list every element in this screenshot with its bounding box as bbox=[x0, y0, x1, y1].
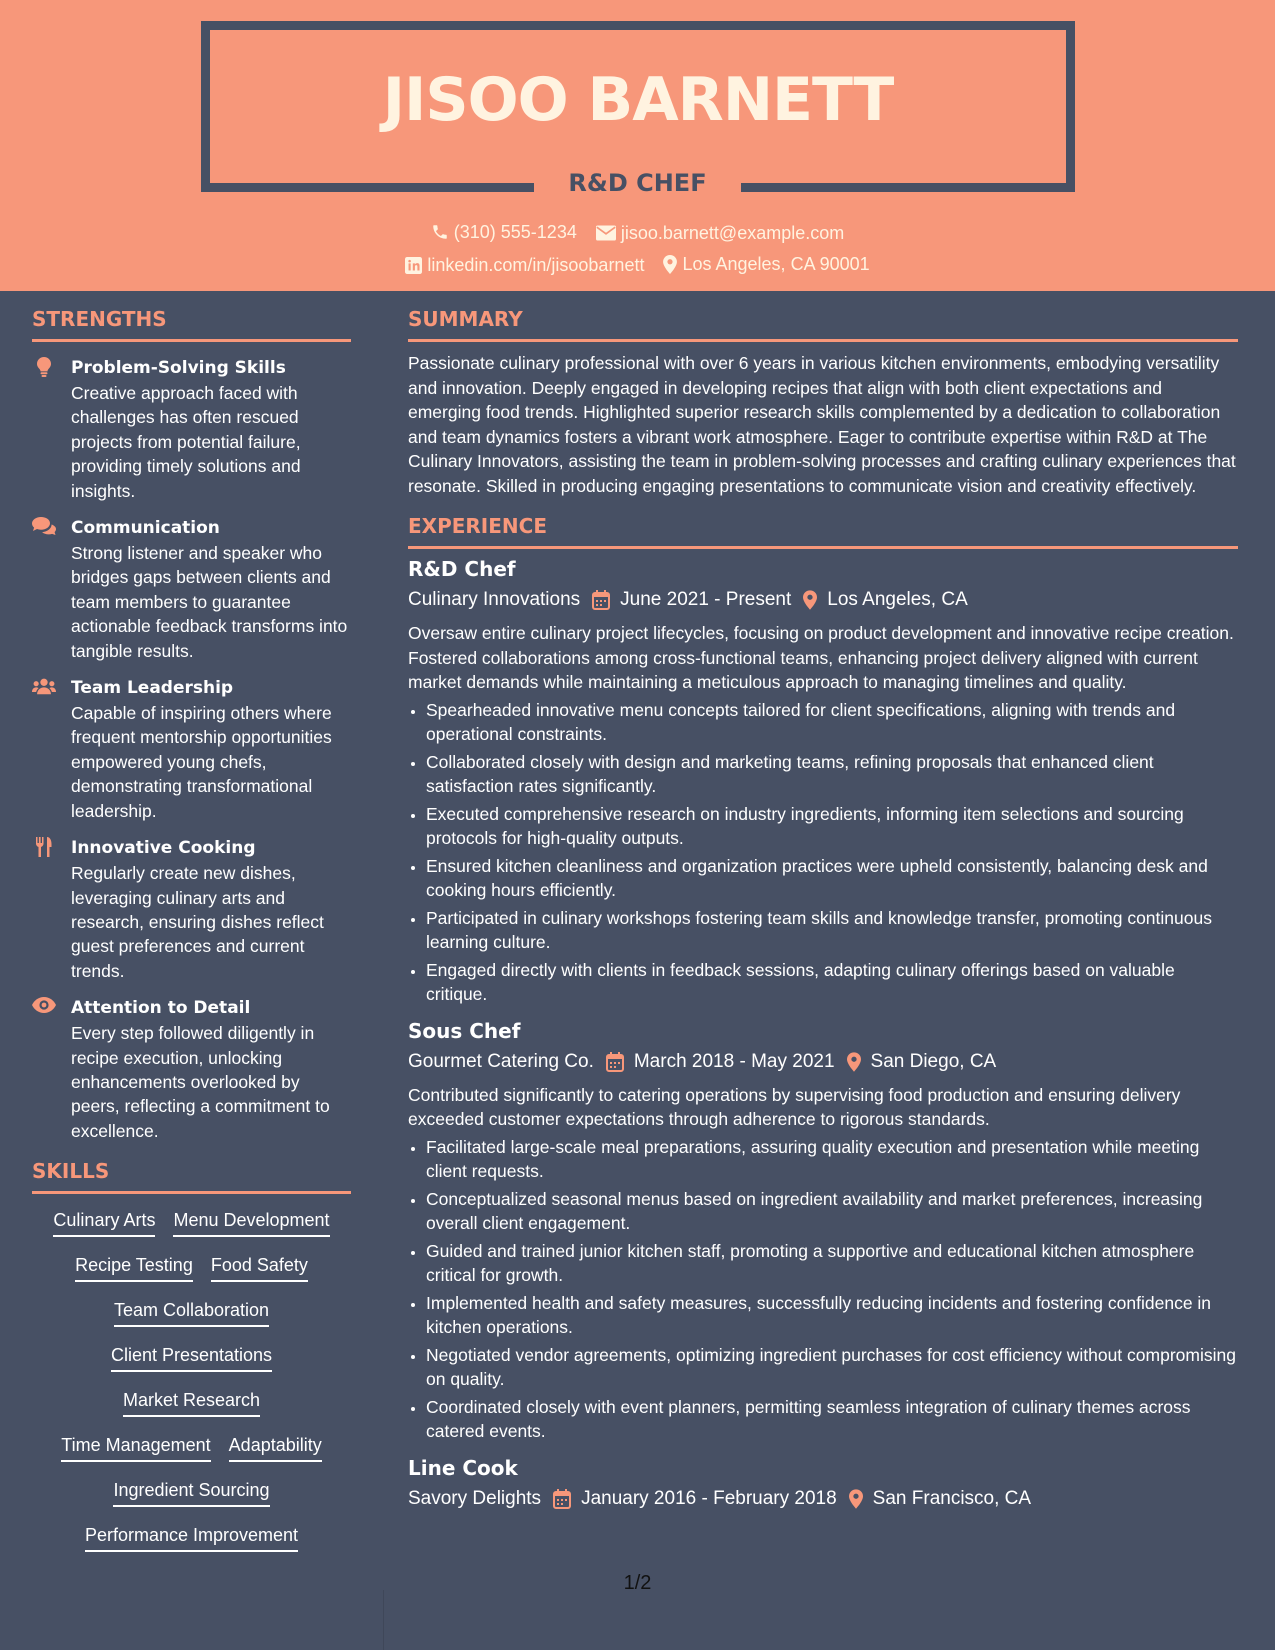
users-icon bbox=[32, 677, 56, 699]
calendar-icon bbox=[592, 590, 610, 610]
skills-row bbox=[36, 1478, 347, 1523]
strengths-rule bbox=[32, 339, 351, 342]
job-meta bbox=[408, 1485, 1238, 1513]
chat-bubbles-icon bbox=[32, 517, 56, 539]
utensils-icon bbox=[32, 837, 56, 859]
map-pin-icon bbox=[663, 255, 677, 274]
job-meta bbox=[408, 586, 1238, 614]
header-frame-bottom-left bbox=[201, 183, 534, 192]
map-pin-icon bbox=[847, 1052, 861, 1072]
skills-row bbox=[36, 1298, 347, 1343]
skill-tag: Client Presentations bbox=[111, 1343, 272, 1372]
phone-icon bbox=[431, 223, 449, 241]
job-title: Line Cook bbox=[408, 1455, 518, 1480]
candidate-name: JISOO BARNETT bbox=[382, 65, 894, 135]
skill-tag: Ingredient Sourcing bbox=[113, 1478, 269, 1507]
job-description: Contributed significantly to catering operations by supervising food production and ensuring delivery exceeded customer expectations through adherence to rigorous standards. bbox=[408, 1084, 1181, 1129]
skill-tag: Performance Improvement bbox=[85, 1523, 298, 1552]
skill-tag: Culinary Arts bbox=[53, 1208, 155, 1237]
skills-row bbox=[36, 1388, 347, 1433]
job-bullets bbox=[408, 1135, 1238, 1444]
skill-tag: Time Management bbox=[61, 1433, 210, 1462]
skill-tag: Recipe Testing bbox=[75, 1253, 193, 1282]
job-bullet: • Facilitated large-scale meal preparations, assuring quality execution and presentation while meeting client requests. bbox=[426, 1135, 1238, 1184]
linkedin-text: linkedin.com/in/jisoobarnett bbox=[427, 255, 645, 275]
strengths-list bbox=[32, 355, 351, 1143]
skills-list bbox=[32, 1208, 351, 1568]
contact-phone[interactable] bbox=[431, 220, 577, 244]
strength-title: Problem-Solving Skills bbox=[71, 358, 286, 378]
summary-rule bbox=[408, 339, 1238, 342]
skills-row bbox=[36, 1433, 347, 1478]
skills-row bbox=[36, 1208, 347, 1253]
strength-title: Team Leadership bbox=[71, 678, 234, 699]
location-text: Los Angeles, CA 90001 bbox=[682, 254, 870, 274]
strength-description: Regularly create new dishes, leveraging culinary arts and research, ensuring dishes reflect guest preferences and current trends. bbox=[71, 863, 324, 981]
strength-item bbox=[32, 835, 351, 983]
strength-description: Creative approach faced with challenges has often rescued projects from potential failure, providing timely solutions and insights. bbox=[71, 383, 301, 501]
job-location-text: San Francisco, CA bbox=[872, 1487, 1032, 1509]
job-bullet: • Spearheaded innovative menu concepts tailored for client specifications, aligning with trends and operational constraints. bbox=[426, 698, 1238, 747]
strength-description: Strong listener and speaker who bridges gaps between clients and team members to guarantee actionable feedback transforms into tangible results. bbox=[71, 543, 348, 661]
job-title: Sous Chef bbox=[408, 1018, 521, 1043]
job-dates bbox=[592, 586, 791, 614]
calendar-icon bbox=[553, 1489, 571, 1509]
job-location-text: Los Angeles, CA bbox=[827, 589, 968, 610]
job-dates-text: January 2016 - February 2018 bbox=[581, 1487, 837, 1509]
job-entry bbox=[408, 1017, 1238, 1444]
map-pin-icon bbox=[849, 1489, 863, 1509]
envelope-icon bbox=[596, 225, 616, 241]
job-entry bbox=[408, 555, 1238, 1007]
job-bullets bbox=[408, 698, 1238, 1007]
column-divider bbox=[383, 1590, 384, 1650]
job-company: Culinary Innovations bbox=[408, 589, 581, 610]
job-bullet: • Ensured kitchen cleanliness and organization practices were upheld consistently, balancing desk and cooking hours efficiently. bbox=[426, 854, 1238, 903]
strengths-heading: STRENGTHS bbox=[32, 307, 167, 331]
skill-tag: Food Safety bbox=[211, 1253, 308, 1282]
job-dates bbox=[553, 1485, 837, 1513]
job-bullet: • Implemented health and safety measures, successfully reducing incidents and fostering confidence in kitchen operations. bbox=[426, 1291, 1238, 1340]
strength-item bbox=[32, 355, 351, 503]
experience-heading: EXPERIENCE bbox=[408, 514, 547, 538]
strength-title: Innovative Cooking bbox=[71, 838, 256, 859]
job-company: Gourmet Catering Co. bbox=[408, 1050, 594, 1072]
skills-row bbox=[36, 1523, 347, 1568]
job-bullet: • Conceptualized seasonal menus based on ingredient availability and market preferences, increasing overall client engagement. bbox=[426, 1187, 1238, 1236]
linkedin-icon bbox=[405, 257, 422, 274]
job-location-text: San Diego, CA bbox=[870, 1050, 997, 1072]
summary-text: Passionate culinary professional with over 6 years in various kitchen environments, embodying versatility and innovation. Deeply engaged in developing recipes that align with both client expectations and emerging food trends. Highlighted superior research skills complemented by a dedication to collaboration and team dynamics fosters a vibrant work atmosphere. Eager to contribute expertise within R&D at The Culinary Innovators, assisting the team in problem-solving processes and crafting culinary experiences that resonate. Skilled in producing engaging presentations to communicate vision and creativity effectively. bbox=[408, 353, 1236, 496]
experience-rule bbox=[408, 546, 1238, 549]
candidate-role: R&D CHEF bbox=[568, 169, 707, 197]
job-bullet: • Coordinated closely with event planners, permitting seamless integration of culinary themes across catered events. bbox=[426, 1395, 1238, 1444]
contact-email[interactable] bbox=[596, 221, 844, 245]
phone-text: (310) 555-1234 bbox=[453, 222, 577, 242]
contact-row-1 bbox=[0, 220, 1275, 247]
skill-tag: Market Research bbox=[123, 1388, 260, 1417]
strength-item bbox=[32, 995, 351, 1143]
skills-heading: SKILLS bbox=[32, 1159, 110, 1184]
job-bullet: • Guided and trained junior kitchen staff, promoting a supportive and educational kitchen atmosphere critical for growth. bbox=[426, 1239, 1238, 1288]
map-pin-icon bbox=[803, 590, 817, 610]
job-bullet: • Participated in culinary workshops fostering team skills and knowledge transfer, promoting continuous learning culture. bbox=[426, 906, 1238, 955]
job-dates-text: June 2021 - Present bbox=[620, 589, 792, 610]
resume-header bbox=[0, 0, 1275, 291]
header-frame-bottom-right bbox=[741, 183, 1075, 192]
strength-title: Attention to Detail bbox=[71, 998, 251, 1019]
job-bullet: • Executed comprehensive research on industry ingredients, informing item selections and sourcing protocols for high-quality outputs. bbox=[426, 802, 1238, 851]
contact-linkedin[interactable] bbox=[405, 253, 644, 277]
job-location bbox=[803, 586, 967, 614]
job-bullet: • Collaborated closely with design and marketing teams, refining proposals that enhanced client satisfaction rates significantly. bbox=[426, 750, 1238, 799]
job-bullet: • Engaged directly with clients in feedback sessions, adapting culinary offerings based on valuable critique. bbox=[426, 958, 1238, 1007]
skills-rule bbox=[32, 1191, 351, 1194]
job-company: Savory Delights bbox=[408, 1487, 542, 1509]
job-location bbox=[849, 1485, 1031, 1513]
job-title: R&D Chef bbox=[408, 557, 516, 581]
skill-tag: Menu Development bbox=[173, 1208, 329, 1237]
strength-title: Communication bbox=[71, 518, 220, 539]
strength-description: Capable of inspiring others where frequent mentorship opportunities empowered young chefs, demonstrating transformational leadership. bbox=[71, 703, 332, 821]
strength-description: Every step followed diligently in recipe execution, unlocking enhancements overlooked by peers, reflecting a commitment to excellence. bbox=[71, 1023, 330, 1141]
skill-tag: Adaptability bbox=[229, 1433, 322, 1462]
summary-heading: SUMMARY bbox=[408, 307, 523, 331]
calendar-icon bbox=[606, 1052, 624, 1072]
strength-item bbox=[32, 515, 351, 663]
job-bullet: • Negotiated vendor agreements, optimizing ingredient purchases for cost efficiency without compromising on quality. bbox=[426, 1343, 1238, 1392]
page-number: 1/2 bbox=[623, 1572, 652, 1594]
contact-location bbox=[663, 252, 869, 276]
eye-icon bbox=[32, 997, 56, 1019]
job-entry bbox=[408, 1454, 1238, 1513]
contact-row-2 bbox=[0, 252, 1275, 280]
strength-item bbox=[32, 675, 351, 823]
email-text: jisoo.barnett@example.com bbox=[620, 223, 845, 243]
job-dates-text: March 2018 - May 2021 bbox=[633, 1050, 835, 1072]
job-meta bbox=[408, 1048, 1238, 1076]
job-description: Oversaw entire culinary project lifecycles, focusing on product development and innovative recipe creation. Fostered collaborations among cross-functional teams, enhancing project delivery aligned with current market demands while maintaining a meticulous approach to managing timelines and quality. bbox=[408, 623, 1234, 692]
left-column bbox=[32, 305, 351, 1568]
skills-row bbox=[36, 1253, 347, 1298]
skill-tag: Team Collaboration bbox=[114, 1298, 269, 1327]
lightbulb-icon bbox=[32, 357, 56, 379]
job-location bbox=[847, 1048, 997, 1076]
right-column bbox=[408, 305, 1238, 1513]
skills-row bbox=[36, 1343, 347, 1388]
job-dates bbox=[606, 1048, 835, 1076]
